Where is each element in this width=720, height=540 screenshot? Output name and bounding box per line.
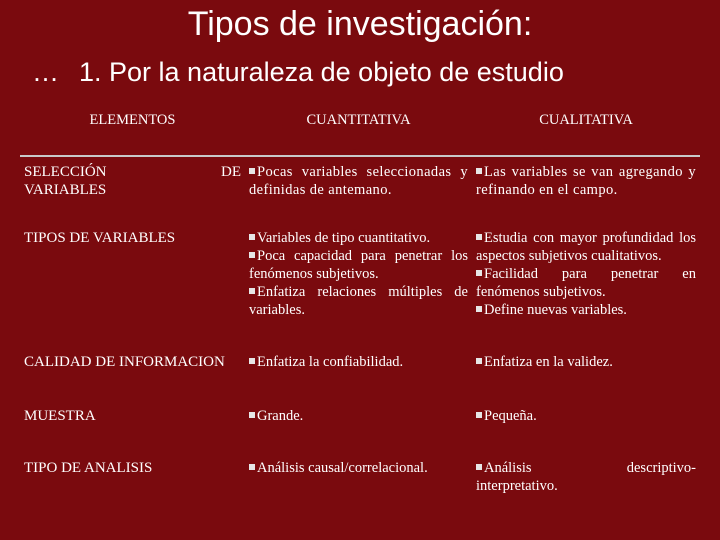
- cell-text: Grande.: [257, 408, 304, 424]
- cell-cuantitativa: [245, 453, 472, 511]
- header-cualitativa: CUALITATIVA: [472, 103, 700, 156]
- square-bullet-icon: [249, 168, 255, 174]
- square-bullet-icon: [476, 234, 482, 240]
- cell-cuantitativa: [245, 399, 472, 453]
- cell-text: descriptivo-: [626, 460, 696, 476]
- list-item: Variables de tipo cuantitativo.: [249, 229, 468, 247]
- cell-text: Pocas variables seleccionadas y definidas de antemano.: [249, 164, 468, 198]
- cell-cualitativa: [472, 223, 700, 349]
- table-row: [20, 223, 700, 349]
- row-label-calidad: CALIDAD DE INFORMACION: [24, 354, 225, 370]
- cell-cualitativa: [472, 156, 700, 223]
- list-item: Define nuevas variables.: [476, 301, 696, 319]
- square-bullet-icon: [476, 168, 482, 174]
- cell-text: Las variables se van agregando y refinando en el campo.: [476, 164, 696, 198]
- square-bullet-icon: [476, 412, 482, 418]
- square-bullet-icon: [476, 306, 482, 312]
- cell-text: Análisis causal/correlacional.: [257, 460, 428, 476]
- header-cuantitativa: CUANTITATIVA: [245, 103, 472, 156]
- cell-cuantitativa: [245, 156, 472, 223]
- table-row: [20, 453, 700, 511]
- square-bullet-icon: [249, 288, 255, 294]
- cell-text: Pequeña.: [484, 408, 537, 424]
- square-bullet-icon: [476, 358, 482, 364]
- row-label-part: DE: [221, 164, 241, 180]
- cell-text: interpretativo.: [476, 478, 558, 494]
- cell-cualitativa: [472, 399, 700, 453]
- cell-text: Enfatiza en la validez.: [484, 354, 613, 370]
- list-item: Poca capacidad para penetrar los fenómenos subjetivos.: [249, 248, 468, 282]
- list-item: Facilidad para penetrar en fenómenos subjetivos.: [476, 266, 696, 300]
- table-row: [20, 349, 700, 399]
- slide-subtitle: [32, 54, 564, 90]
- table-header-row: [20, 103, 700, 156]
- cell-cualitativa: [472, 349, 700, 399]
- row-label-tipos-variables: TIPOS DE VARIABLES: [24, 230, 176, 246]
- square-bullet-icon: [476, 464, 482, 470]
- cell-cuantitativa: [245, 349, 472, 399]
- table-row: [20, 399, 700, 453]
- row-label-tipo-analisis: TIPO DE ANALISIS: [24, 460, 153, 476]
- cell-text: Enfatiza la confiabilidad.: [257, 354, 404, 370]
- list-item: Estudia con mayor profundidad los aspectos subjetivos cualitativos.: [476, 230, 696, 264]
- list-item: Enfatiza relaciones múltiples de variables.: [249, 284, 468, 318]
- square-bullet-icon: [249, 464, 255, 470]
- comparison-table: [20, 103, 700, 511]
- table-row: [20, 156, 700, 223]
- subtitle-text: 1. Por la naturaleza de objeto de estudio: [79, 57, 564, 87]
- square-bullet-icon: [249, 358, 255, 364]
- ellipsis: …: [32, 57, 59, 87]
- row-label-muestra: MUESTRA: [24, 408, 96, 424]
- square-bullet-icon: [249, 234, 255, 240]
- square-bullet-icon: [249, 412, 255, 418]
- slide-title: Tipos de investigación:: [187, 5, 533, 43]
- row-label-part: VARIABLES: [24, 182, 107, 198]
- cell-cuantitativa: [245, 223, 472, 349]
- cell-text: Análisis: [484, 460, 532, 476]
- header-elementos: ELEMENTOS: [20, 103, 245, 156]
- cell-cualitativa: [472, 453, 700, 511]
- square-bullet-icon: [249, 252, 255, 258]
- square-bullet-icon: [476, 270, 482, 276]
- row-label-part: SELECCIÓN: [24, 164, 107, 180]
- row-label-seleccion: [20, 156, 245, 223]
